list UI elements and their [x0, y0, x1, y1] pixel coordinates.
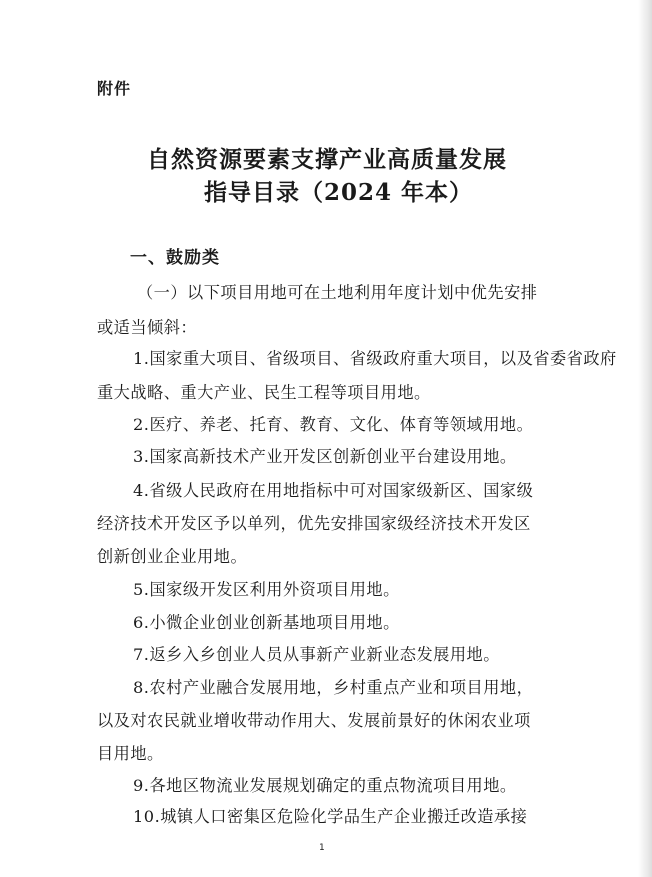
page-edge-shadow — [638, 0, 652, 877]
document-title-line-1: 自然资源要素支撑产业高质量发展 — [147, 146, 507, 173]
body-line: 6.小微企业创业创新基地项目用地。 — [133, 613, 400, 632]
body-line: 4.省级人民政府在用地指标中可对国家级新区、国家级 — [133, 481, 534, 500]
body-line: 或适当倾斜： — [97, 318, 198, 337]
attachment-label: 附件 — [97, 79, 132, 98]
body-line: 7.返乡入乡创业人员从事新产业新业态发展用地。 — [133, 645, 500, 664]
body-line: 目用地。 — [97, 744, 164, 763]
body-line: 8.农村产业融合发展用地，乡村重点产业和项目用地， — [133, 678, 534, 697]
body-line: 9.各地区物流业发展规划确定的重点物流项目用地。 — [133, 776, 517, 795]
body-line: 2.医疗、养老、托育、教育、文化、体育等领域用地。 — [133, 415, 534, 434]
body-line: 经济技术开发区予以单列，优先安排国家级经济技术开发区 — [97, 514, 531, 533]
body-line: 创新创业企业用地。 — [97, 547, 248, 566]
body-line: 10.城镇人口密集区危险化学品生产企业搬迁改造承接 — [133, 807, 528, 826]
body-line: 重大战略、重大产业、民生工程等项目用地。 — [97, 383, 431, 402]
page-number: 1 — [319, 843, 325, 853]
body-line: 5.国家级开发区利用外资项目用地。 — [133, 580, 400, 599]
document-title-line-2: 指导目录（2024 年本） — [204, 179, 474, 206]
section-heading: 一、鼓励类 — [130, 248, 220, 268]
body-line: 1.国家重大项目、省级项目、省级政府重大项目，以及省委省政府 — [133, 349, 617, 368]
body-line: （一）以下项目用地可在土地利用年度计划中优先安排 — [137, 283, 538, 302]
body-line: 3.国家高新技术产业开发区创新创业平台建设用地。 — [133, 447, 517, 466]
body-line: 以及对农民就业增收带动作用大、发展前景好的休闲农业项 — [97, 711, 531, 730]
